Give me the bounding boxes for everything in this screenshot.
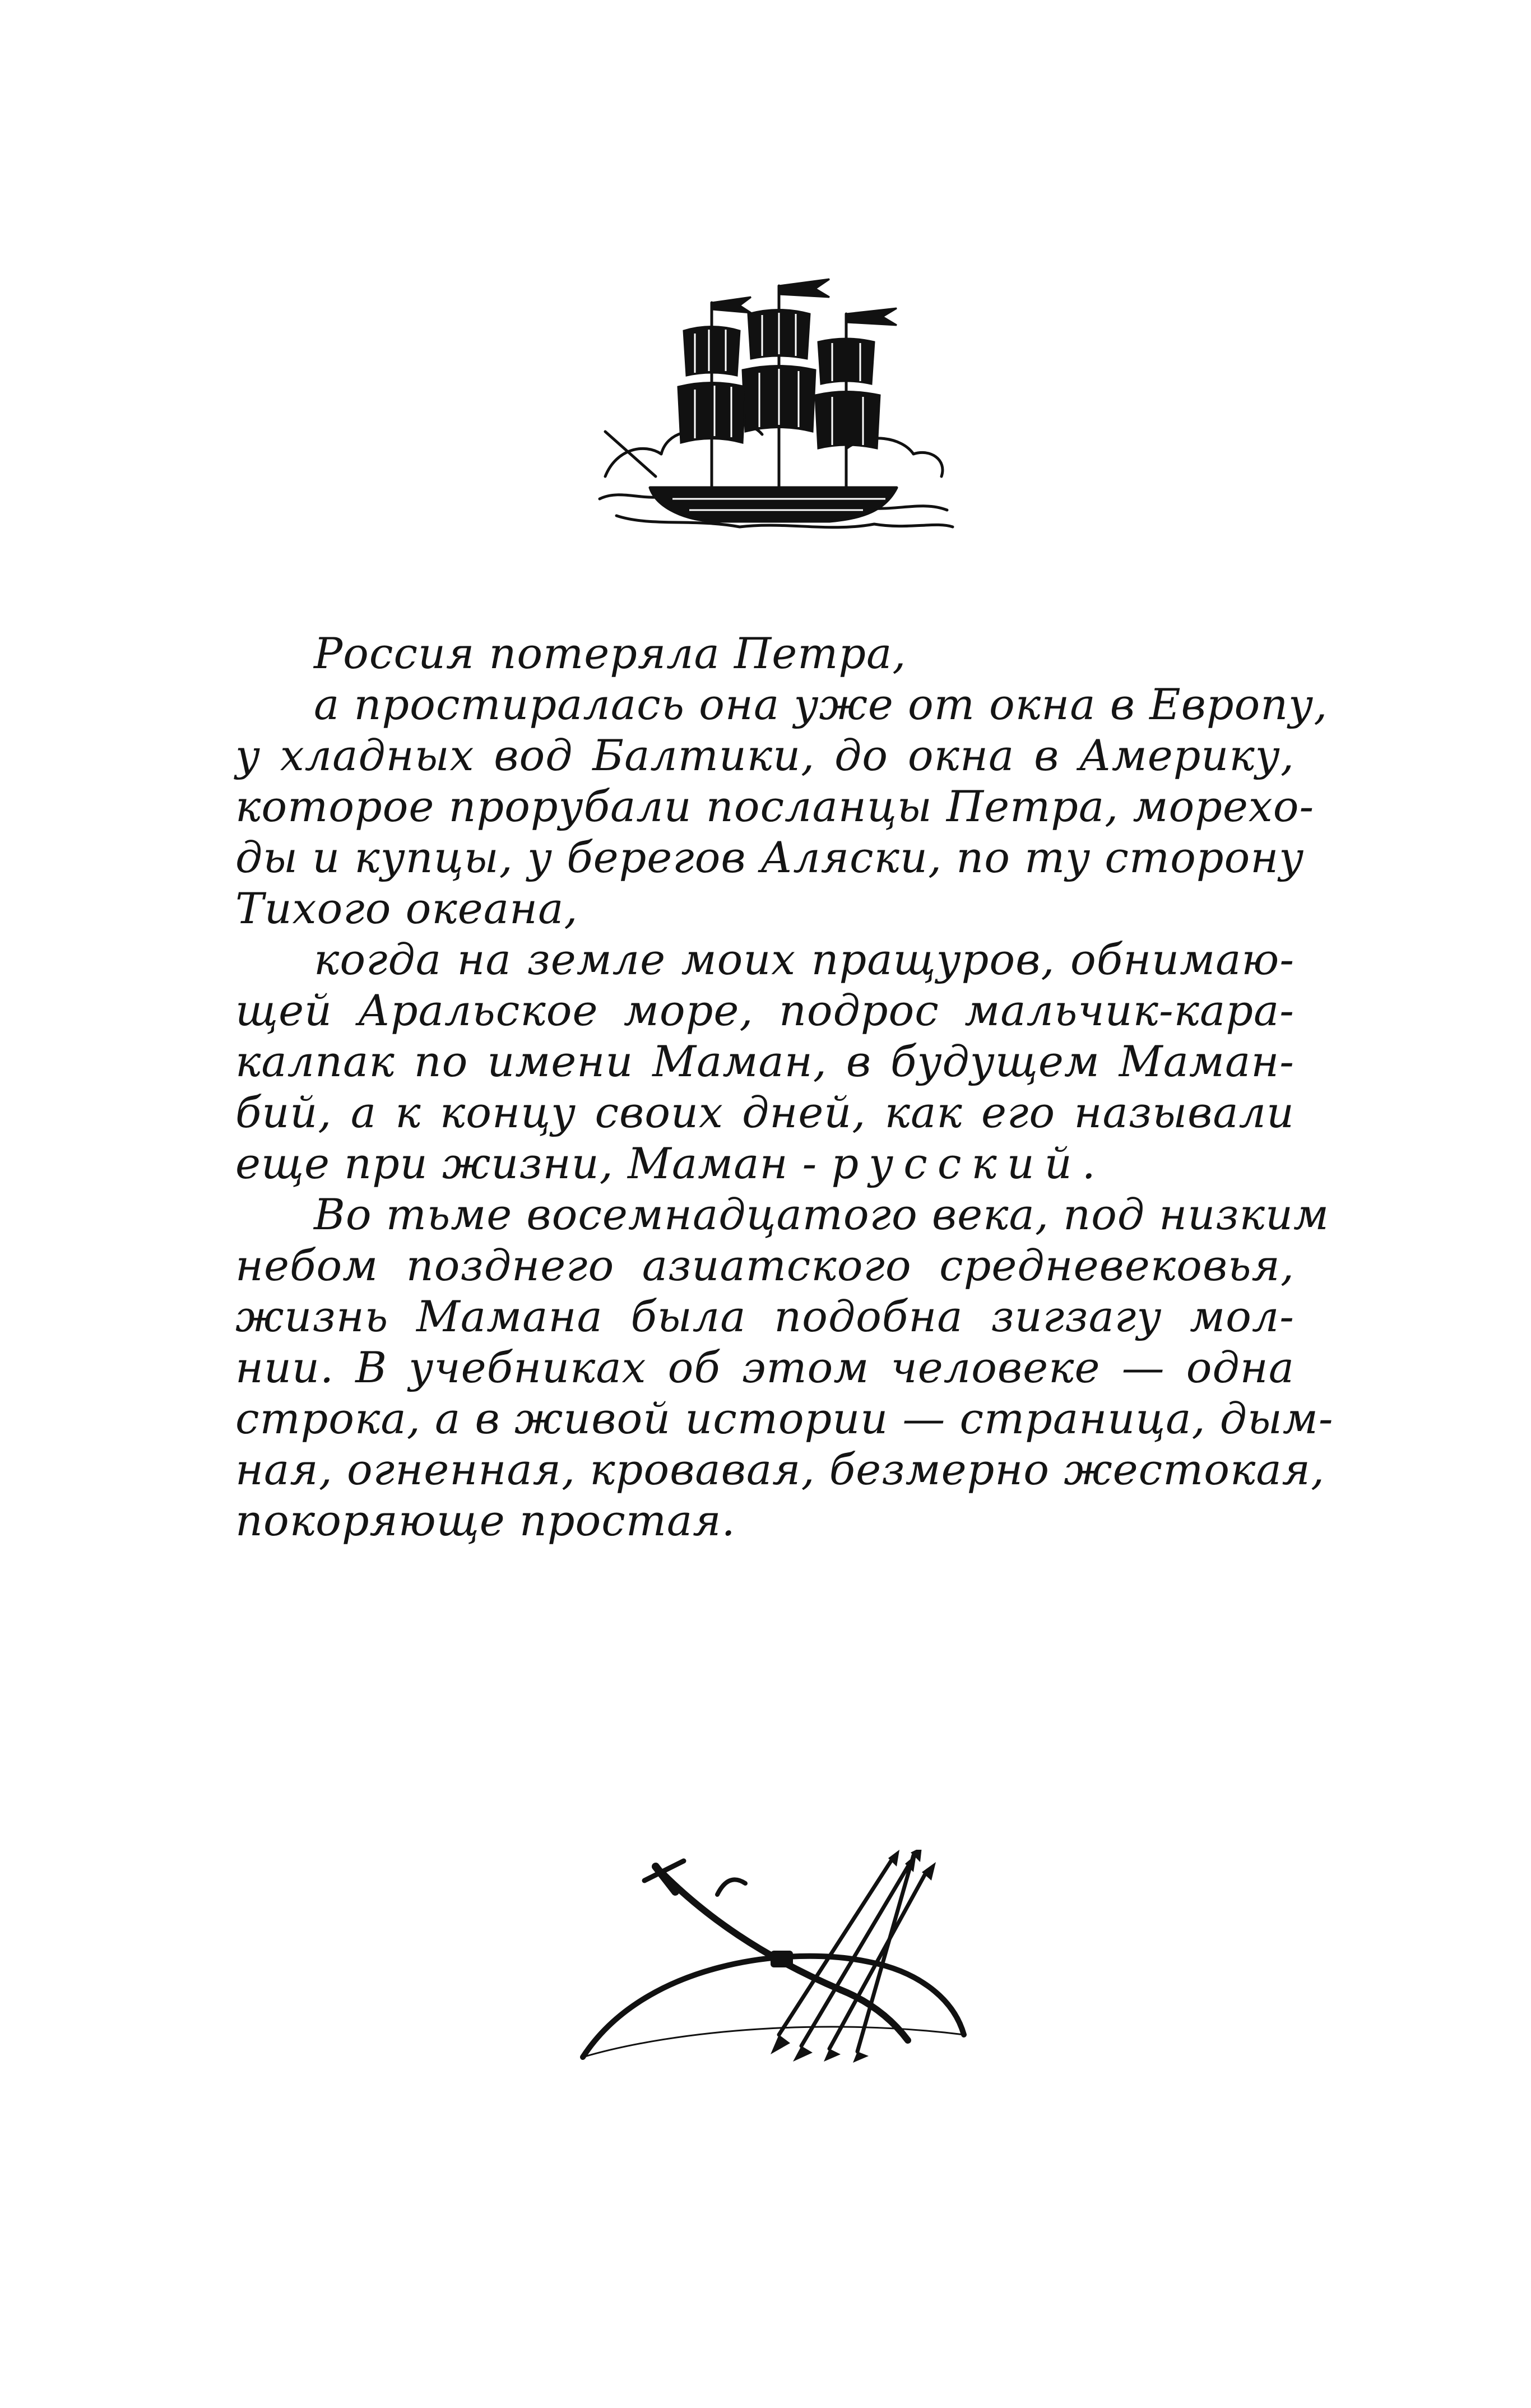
crossed-bow-sword-arrows-icon (577, 1850, 969, 2063)
main-text (235, 628, 1334, 1546)
paragraph-4 (235, 1189, 1334, 1546)
text-line: жизнь Мамана была подобна зигзагу мол- (235, 1291, 1295, 1341)
text-line: строка, а в живой истории — страница, дым- (235, 1393, 1334, 1443)
text-line: нии. В учебниках об этом человеке — одна (235, 1342, 1295, 1392)
paragraph-1 (235, 628, 1295, 679)
paragraph-2 (235, 679, 1328, 934)
text-line: у хладных вод Балтики, до окна в Америку, (235, 730, 1295, 780)
text-line: Во тьме восемнадцатого века, под низким (314, 1189, 1329, 1239)
paragraph-3 (235, 934, 1295, 1189)
sailing-ship-icon (583, 263, 964, 555)
text-line: бий, а к концу своих дней, как его называли (235, 1087, 1295, 1137)
text-line (235, 1138, 1295, 1189)
text-line: а простиралась она уже от окна в Европу, (314, 679, 1328, 729)
text-line: щей Аральское море, подрос мальчик-кара- (235, 985, 1295, 1035)
text-line: небом позднего азиатского средневековья, (235, 1240, 1295, 1290)
text-line-prefix: еще при жизни, Маман - (235, 1138, 832, 1188)
text-line: Тихого океана, (235, 883, 578, 933)
text-line: покоряюще простая. (235, 1495, 736, 1545)
text-line: калпак по имени Маман, в будущем Маман- (235, 1036, 1295, 1086)
text-line: Россия потеряла Петра, (314, 628, 907, 678)
text-line: ная, огненная, кровавая, безмерно жестокая, (235, 1444, 1325, 1494)
emphasized-word: русский. (831, 1138, 1106, 1188)
text-line: ды и купцы, у берегов Аляски, по ту сторону (235, 832, 1305, 882)
text-line: которое прорубали посланцы Петра, морехо- (235, 781, 1315, 831)
text-line: когда на земле моих пращуров, обнимаю- (314, 934, 1295, 984)
